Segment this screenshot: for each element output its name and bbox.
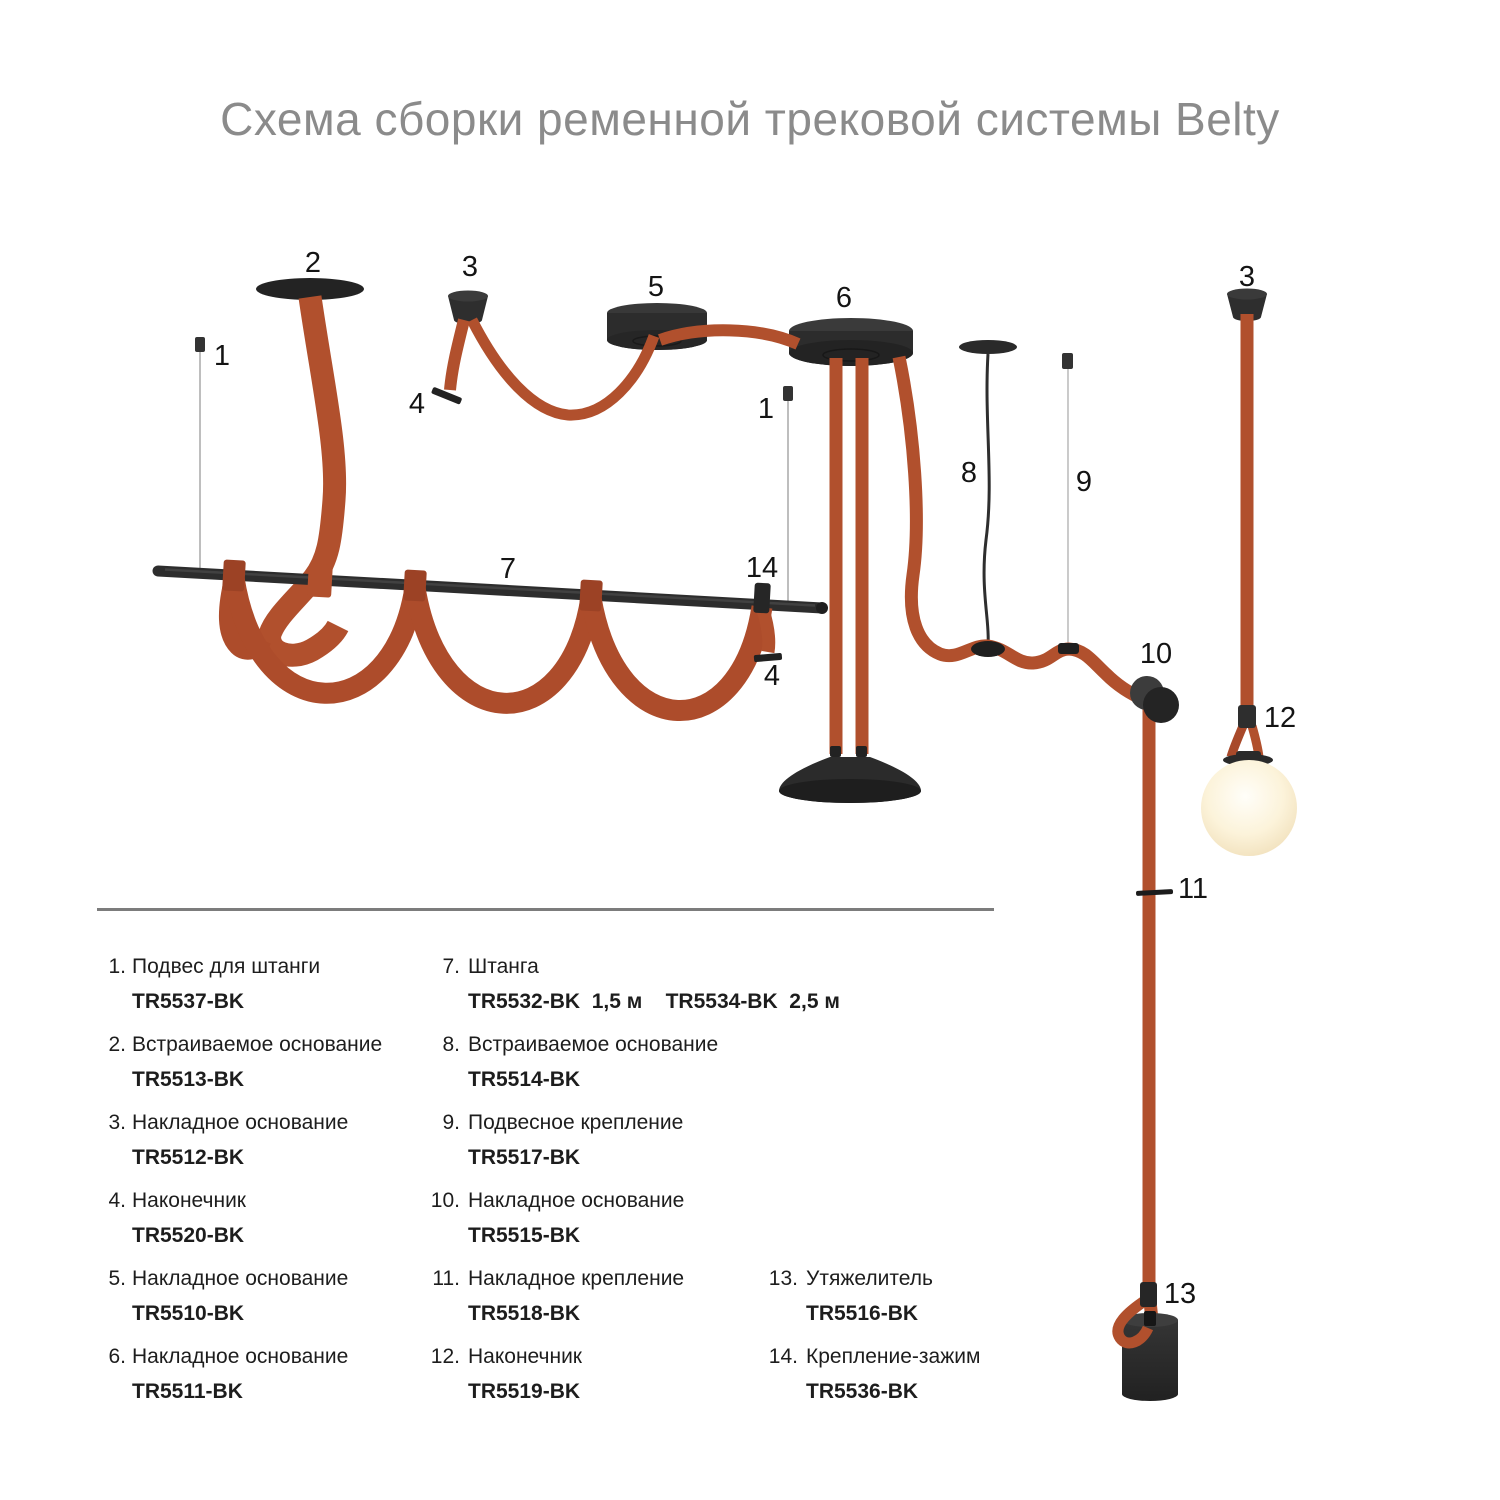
legend-item-10 [424,1188,840,1247]
diagram-label-11: 11 [1177,873,1209,905]
legend-item-number: 12. [430,1345,460,1368]
legend-item-number: 4. [108,1189,126,1212]
legend-item-number: 13. [768,1267,798,1290]
rod-suspension-right [783,386,793,601]
diagram-label-9: 9 [1075,466,1093,498]
legend-item-3 [100,1110,382,1169]
legend-item-number: 11. [432,1267,460,1290]
legend-item-name: Встраиваемое основание [132,1033,383,1056]
diagram-label-4-right: 4 [763,660,781,692]
diagram-label-13: 13 [1163,1278,1197,1310]
legend-item-code: TR5513-BK [132,1068,245,1091]
legend-item-name: Встраиваемое основание [468,1033,719,1056]
legend-item-1 [100,954,382,1013]
legend-item-number: 6. [108,1345,126,1368]
surface-base-10 [1130,676,1179,723]
diagram-label-3-left: 3 [461,251,479,283]
legend-item-name: Штанга [468,955,539,978]
legend-item-name: Накладное основание [468,1189,685,1212]
legend-item-number: 5. [108,1267,126,1290]
legend-item-8 [424,1032,840,1091]
diagram-label-10: 10 [1139,638,1173,670]
diagram-label-6: 6 [835,282,853,314]
rod-suspension-left [195,337,205,570]
legend-item-name: Наконечник [468,1345,582,1368]
belt-clamp-13 [1140,1282,1157,1307]
legend-item-name: Утяжелитель [806,1267,933,1290]
rod-7 [158,570,828,615]
diagram-label-3-right: 3 [1238,261,1256,293]
diagram-label-5: 5 [647,271,665,303]
surface-base-3-left [448,291,488,325]
legend-column-1 [100,954,382,1422]
belt-clip-8 [971,641,1005,657]
legend-item-code: TR5532-BK 1,5 м TR5534-BK 2,5 м [468,990,840,1013]
legend-item-number: 8. [442,1033,460,1056]
legend-item-2 [100,1032,383,1091]
legend-item-code: TR5520-BK [132,1224,245,1247]
legend-item-name: Накладное основание [132,1267,349,1290]
legend-item-code: TR5516-BK [806,1302,919,1325]
legend-item-code: TR5515-BK [468,1224,581,1247]
diagram-label-7: 7 [499,553,517,585]
legend-item-6 [100,1344,382,1403]
diagram-label-14: 14 [745,552,779,584]
legend-item-4 [100,1188,382,1247]
legend-column-3 [756,1266,980,1422]
surface-clip-11 [1136,889,1173,896]
legend-item-name: Подвес для штанги [132,955,321,978]
legend-item-code: TR5510-BK [132,1302,245,1325]
page-title: Схема сборки ременной трековой системы Belty [220,93,1280,145]
diagram-label-4-left: 4 [408,388,426,420]
legend-item-name: Накладное основание [132,1345,349,1368]
legend-item-13 [756,1266,980,1325]
legend-item-code: TR5512-BK [132,1146,245,1169]
legend-item-code: TR5519-BK [468,1380,581,1403]
legend-item-code: TR5514-BK [468,1068,581,1091]
legend-item-9 [424,1110,840,1169]
legend-item-name: Крепление-зажим [806,1345,981,1368]
pendant-mount-9 [1062,353,1073,646]
recessed-base-2 [256,278,364,300]
diagram-label-1-left: 1 [213,340,231,372]
recessed-base-8 [959,340,1017,644]
legend-item-14 [756,1344,981,1403]
legend-item-name: Накладное крепление [468,1267,685,1290]
tip-12 [1238,705,1256,728]
legend-item-name: Накладное основание [132,1111,349,1134]
legend-item-number: 2. [108,1033,126,1056]
diagram-label-1-right: 1 [757,393,775,425]
legend-item-name: Наконечник [132,1189,246,1212]
diagram-label-8: 8 [960,457,978,489]
legend-item-5 [100,1266,382,1325]
legend-item-number: 9. [442,1111,460,1134]
legend-item-code: TR5536-BK [806,1380,919,1403]
legend-item-number: 3. [108,1111,126,1134]
legend-item-code: TR5511-BK [132,1380,243,1403]
legend-item-number: 7. [442,955,460,978]
diagram-label-2: 2 [304,247,322,279]
glass-ball [1201,760,1297,856]
diagram-label-12: 12 [1263,702,1297,734]
legend-item-code: TR5518-BK [468,1302,581,1325]
belt-clip-9 [1058,643,1079,654]
legend-item-code: TR5517-BK [468,1146,581,1169]
legend-divider [97,908,994,911]
cone-shade [779,746,921,803]
legend-item-code: TR5537-BK [132,990,245,1013]
legend-item-7 [424,954,840,1013]
legend-item-name: Подвесное крепление [468,1111,684,1134]
legend-item-number: 1. [108,955,126,978]
legend-item-number: 10. [430,1189,460,1212]
legend-item-number: 14. [768,1345,798,1368]
